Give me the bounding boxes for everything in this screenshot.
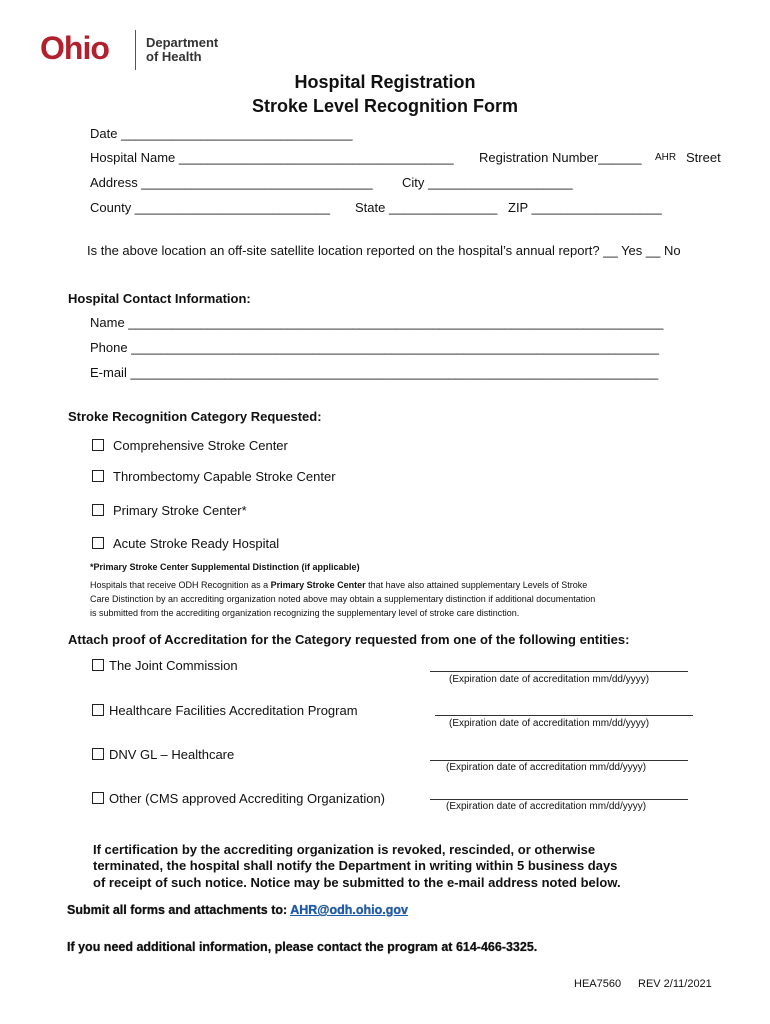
state-field[interactable]: State _______________: [355, 200, 498, 215]
entity-label: Other (CMS approved Accrediting Organization): [109, 791, 386, 806]
supplemental-note-line-1: [90, 580, 587, 590]
accreditation-heading: Attach proof of Accreditation for the Category requested from one of the following entities:: [68, 632, 630, 647]
submit-line: [67, 903, 408, 917]
logo-divider: [135, 30, 136, 70]
expiry-label: (Expiration date of accreditation mm/dd/yyyy): [446, 801, 647, 812]
form-revision: REV 2/11/2021: [638, 978, 712, 990]
expiry-label: (Expiration date of accreditation mm/dd/yyyy): [449, 674, 650, 685]
expiry-line[interactable]: [435, 715, 693, 716]
note-text: that have also attained supplementary Levels of Stroke: [365, 580, 588, 590]
option-label: Comprehensive Stroke Center: [113, 438, 288, 453]
note-text: Hospitals that receive ODH Recognition as a: [90, 580, 271, 590]
checkbox-icon[interactable]: [92, 659, 104, 671]
form-title-line-2: Stroke Level Recognition Form: [251, 96, 519, 116]
option-label: Acute Stroke Ready Hospital: [113, 536, 280, 551]
submit-email-link[interactable]: AHR@odh.ohio.gov: [290, 903, 408, 917]
expiry-line[interactable]: [430, 671, 688, 672]
expiry-label: (Expiration date of accreditation mm/dd/yyyy): [449, 718, 650, 729]
satellite-location-question[interactable]: Is the above location an off-site satellite location reported on the hospital’s annual report? __ Yes __ No: [87, 243, 681, 258]
dept-line-1: Department: [146, 35, 219, 50]
county-field[interactable]: County ___________________________: [90, 200, 331, 215]
note-emphasis: Primary Stroke Center: [270, 580, 366, 590]
contact-name-field[interactable]: Name __________________________________________________________________________: [90, 315, 664, 330]
option-label: Primary Stroke Center*: [113, 503, 247, 518]
category-option-thrombectomy[interactable]: [92, 469, 336, 484]
dept-line-2: of Health: [146, 49, 202, 64]
checkbox-icon[interactable]: [92, 792, 104, 804]
ohio-logo: Ohio: [40, 30, 109, 66]
checkbox-icon[interactable]: [92, 504, 104, 516]
contact-info-line: If you need additional information, please contact the program at 614-466-3325.: [67, 940, 538, 954]
city-field[interactable]: City ____________________: [402, 175, 573, 190]
expiry-line[interactable]: [430, 760, 688, 761]
department-of-health-label: [146, 36, 256, 64]
entity-label: Healthcare Facilities Accreditation Program: [109, 703, 358, 718]
checkbox-icon[interactable]: [92, 470, 104, 482]
entity-other[interactable]: [92, 791, 385, 806]
option-label: Thrombectomy Capable Stroke Center: [113, 469, 336, 484]
notice-line-3: of receipt of such notice. Notice may be submitted to the e-mail address noted below.: [93, 875, 621, 890]
contact-phone-field[interactable]: Phone _________________________________________________________________________: [90, 340, 659, 355]
address-field[interactable]: Address ________________________________: [90, 175, 373, 190]
checkbox-icon[interactable]: [92, 704, 104, 716]
entity-label: The Joint Commission: [109, 658, 238, 673]
street-label: Street: [686, 150, 721, 165]
submit-text: Submit all forms and attachments to:: [67, 903, 291, 917]
category-heading: Stroke Recognition Category Requested:: [68, 409, 322, 424]
zip-field[interactable]: ZIP __________________: [508, 200, 662, 215]
ahr-label: AHR: [655, 152, 677, 163]
form-number: HEA7560: [574, 978, 622, 990]
category-option-acute[interactable]: [92, 536, 279, 551]
category-option-comprehensive[interactable]: [92, 438, 288, 453]
expiry-line[interactable]: [430, 799, 688, 800]
expiry-label: (Expiration date of accreditation mm/dd/yyyy): [446, 762, 647, 773]
entity-dnv[interactable]: [92, 747, 234, 762]
date-field[interactable]: Date ________________________________: [90, 126, 353, 141]
category-option-primary[interactable]: [92, 503, 247, 518]
entity-joint-commission[interactable]: [92, 658, 238, 673]
checkbox-icon[interactable]: [92, 439, 104, 451]
entity-label: DNV GL – Healthcare: [109, 747, 235, 762]
supplemental-note-heading: *Primary Stroke Center Supplemental Distinction (if applicable): [90, 562, 360, 572]
form-title-line-1: Hospital Registration: [294, 72, 476, 92]
entity-hfap[interactable]: [92, 703, 358, 718]
contact-email-field[interactable]: E-mail _________________________________________________________________________: [90, 365, 659, 380]
supplemental-note-line-2: Care Distinction by an accrediting organization noted above may obtain a supplementary distinction if additional documentation: [90, 594, 596, 604]
registration-number-field[interactable]: Registration Number______: [479, 150, 642, 165]
hospital-name-field[interactable]: Hospital Name ______________________________________: [90, 150, 454, 165]
checkbox-icon[interactable]: [92, 748, 104, 760]
checkbox-icon[interactable]: [92, 537, 104, 549]
notice-line-1: If certification by the accrediting organization is revoked, rescinded, or otherwise: [93, 842, 596, 857]
contact-heading: Hospital Contact Information:: [68, 291, 251, 306]
supplemental-note-line-3: is submitted from the accrediting organization recognizing the supplementary level of stroke care distinction.: [90, 608, 520, 618]
notice-line-2: terminated, the hospital shall notify the Department in writing within 5 business days: [93, 858, 618, 873]
